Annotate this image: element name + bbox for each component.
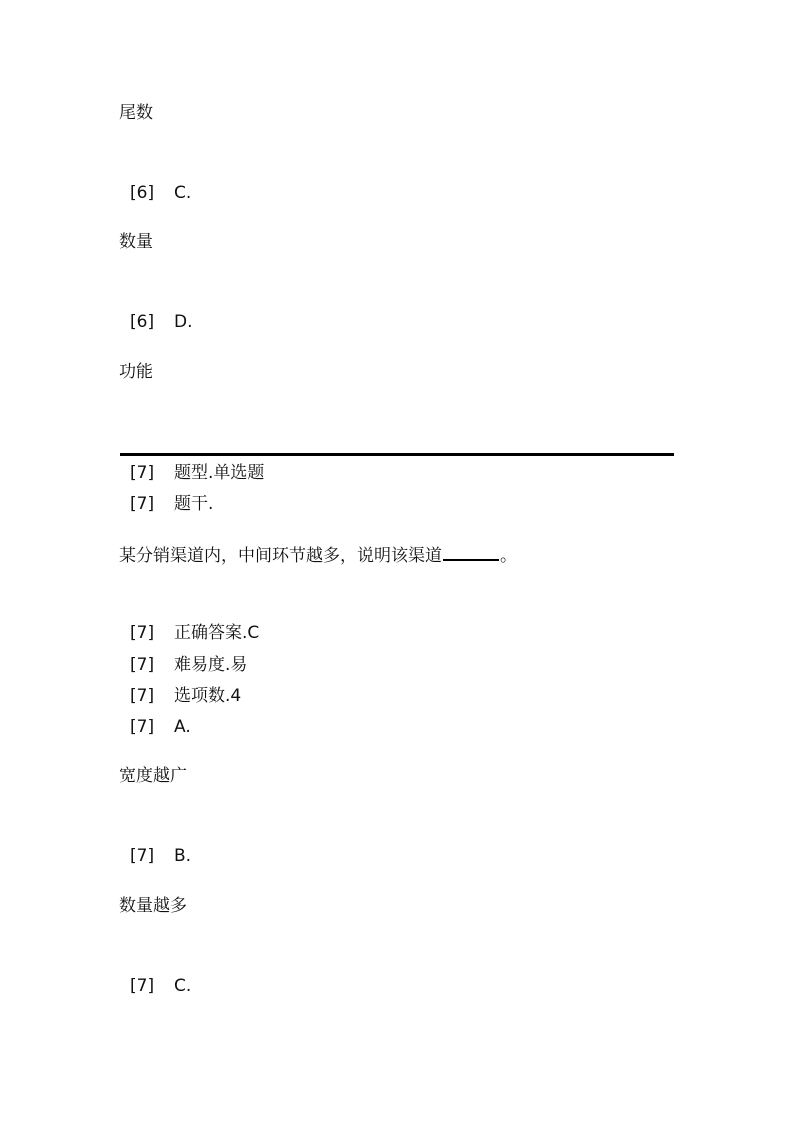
q7-stem-after-blank: 。: [500, 546, 517, 566]
q7-type-line: 题型.单选题: [174, 463, 265, 483]
q6-option-d-label: D.: [174, 312, 193, 332]
q7-option-b-tag: [7]: [130, 846, 155, 866]
q7-option-a-text: 宽度越广: [119, 766, 187, 786]
q6-option-d-text: 功能: [119, 362, 153, 382]
q7-option-b-label: B.: [174, 846, 192, 866]
q7-stem-line: 题干.: [174, 494, 214, 514]
q7-difficulty-line: 难易度.易: [174, 655, 248, 675]
q7-answer-line: 正确答案.C: [174, 623, 260, 643]
q7-stem-tag: [7]: [130, 494, 155, 514]
q6-option-b-text: 尾数: [119, 103, 153, 123]
q7-option-a-tag: [7]: [130, 717, 155, 737]
q7-option-count-line: 选项数.4: [174, 686, 242, 706]
question-divider: [120, 453, 674, 456]
q7-option-c-tag: [7]: [130, 976, 155, 996]
q6-option-d-tag: [6]: [130, 312, 155, 332]
q7-option-count-tag: [7]: [130, 686, 155, 706]
q6-option-c-tag: [6]: [130, 183, 155, 203]
q7-type-tag: [7]: [130, 463, 155, 483]
q6-option-c-text: 数量: [119, 232, 153, 252]
q6-option-c-label: C.: [174, 183, 192, 203]
q7-stem-blank: [443, 543, 499, 561]
q7-stem-text: [119, 543, 517, 567]
q7-stem-before-blank: 某分销渠道内，中间环节越多，说明该渠道: [119, 546, 442, 566]
q7-difficulty-tag: [7]: [130, 655, 155, 675]
q7-option-b-text: 数量越多: [119, 896, 187, 916]
q7-answer-tag: [7]: [130, 623, 155, 643]
q7-option-c-label: C.: [174, 976, 192, 996]
q7-option-a-label: A.: [174, 717, 191, 737]
